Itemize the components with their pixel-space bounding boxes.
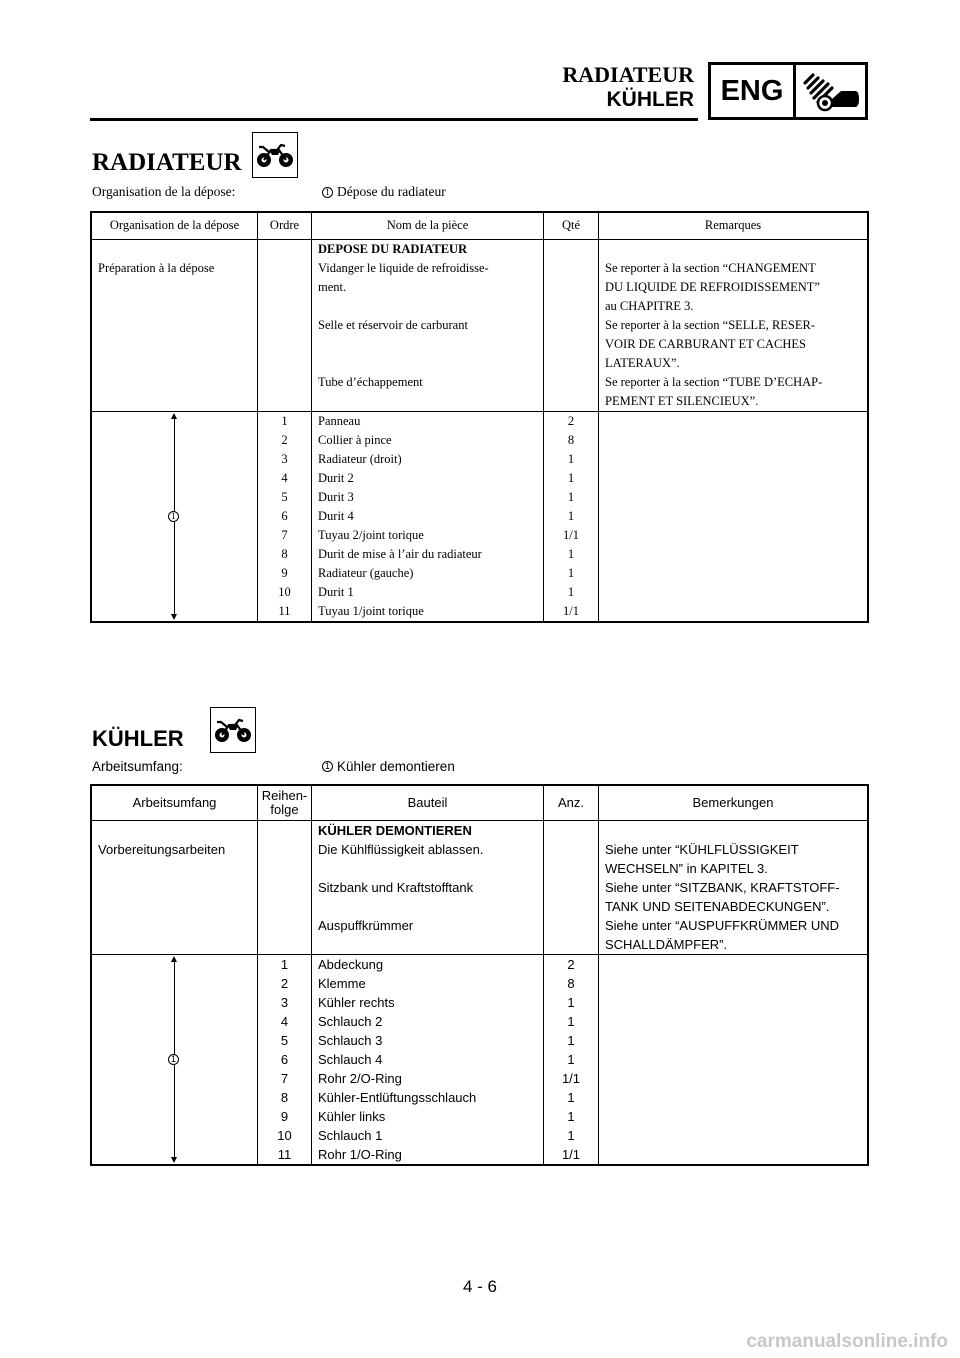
- col-header: Nom de la pièce: [312, 213, 544, 239]
- prep-remark: Se reporter à la section “TUBE D’ECHAP-: [605, 375, 823, 389]
- prep-item: [312, 897, 543, 916]
- name-col: [312, 412, 544, 621]
- section-badge: [708, 62, 868, 120]
- header-title-fr: RADIATEUR: [562, 62, 694, 87]
- prep-block: [92, 240, 867, 412]
- prep-remark: [599, 821, 867, 840]
- org-value-text: Kühler demontieren: [337, 759, 455, 774]
- watermark: carmanualsonline.info: [746, 1331, 948, 1352]
- header-rule: [90, 118, 698, 121]
- parts-block: [92, 955, 867, 1164]
- part-name: Durit 2: [318, 471, 354, 485]
- part-order: 5: [280, 1033, 289, 1048]
- col-header: Anz.: [544, 786, 599, 820]
- part-order: 4: [280, 1014, 289, 1029]
- prep-remark: SCHALLDÄMPFER”.: [605, 937, 728, 952]
- prep-item: [312, 297, 543, 316]
- table-header: [92, 213, 867, 240]
- part-qty: 1/1: [563, 528, 579, 542]
- part-name: Rohr 1/O-Ring: [318, 1147, 402, 1162]
- part-qty: 1: [567, 1052, 575, 1067]
- col-header: Bauteil: [312, 786, 544, 820]
- prep-block: [92, 821, 867, 955]
- part-name: Kühler-Entlüftungsschlauch: [318, 1090, 477, 1105]
- col-header: Organisation de la dépose: [92, 213, 258, 239]
- part-order: 5: [281, 490, 288, 504]
- part-order: 11: [278, 604, 291, 618]
- part-order: 4: [281, 471, 288, 485]
- prep-remark: TANK UND SEITENABDECKUNGEN”.: [605, 899, 830, 914]
- part-qty: 2: [567, 414, 575, 428]
- prep-remark: [599, 240, 867, 259]
- part-qty: 1/1: [561, 1071, 581, 1086]
- prep-remark: Se reporter à la section “SELLE, RESER-: [605, 318, 816, 332]
- part-order: 11: [277, 1147, 292, 1162]
- part-qty: 8: [567, 433, 575, 447]
- part-order: 7: [281, 528, 288, 542]
- removal-range: [92, 412, 258, 621]
- prep-remarks: [599, 240, 867, 411]
- section-title-fr: RADIATEUR: [92, 149, 242, 176]
- removal-table-de: [90, 784, 869, 1166]
- part-order: 2: [281, 433, 288, 447]
- arrow-up-icon: [171, 956, 177, 962]
- prep-item: KÜHLER DEMONTIEREN: [318, 823, 472, 838]
- part-order: 3: [281, 452, 288, 466]
- prep-item: Auspuffkrümmer: [318, 918, 414, 933]
- prep-names: [312, 821, 544, 954]
- part-name: Kühler links: [318, 1109, 386, 1124]
- range-label: 1: [168, 511, 179, 522]
- prep-item: Die Kühlflüssigkeit ablassen.: [318, 842, 484, 857]
- part-name: Durit 1: [318, 585, 354, 599]
- col-header: Arbeitsumfang: [92, 786, 258, 820]
- prep-names: [312, 240, 544, 411]
- part-name: Tuyau 1/joint torique: [318, 604, 424, 618]
- arrow-down-icon: [171, 614, 177, 620]
- prep-item: ment.: [318, 280, 347, 294]
- part-name: Abdeckung: [318, 957, 384, 972]
- part-order: 2: [280, 976, 289, 991]
- org-label-fr: Organisation de la dépose:: [92, 184, 236, 199]
- part-name: Radiateur (gauche): [318, 566, 414, 580]
- part-order: 10: [277, 1128, 292, 1143]
- prep-item: [312, 335, 543, 354]
- part-qty: 1: [567, 490, 575, 504]
- prep-remark: LATERAUX”.: [605, 356, 680, 370]
- col-header: Qté: [544, 213, 599, 239]
- section-title-de: KÜHLER: [92, 726, 184, 751]
- prep-item: Selle et réservoir de carburant: [318, 318, 468, 332]
- part-name: Schlauch 1: [318, 1128, 383, 1143]
- prep-remarks: [599, 821, 867, 954]
- prep-item: [312, 859, 543, 878]
- arrow-down-icon: [171, 1157, 177, 1163]
- part-order: 9: [280, 1109, 289, 1124]
- part-order: 8: [280, 1090, 289, 1105]
- col-header: Ordre: [258, 213, 312, 239]
- prep-item: DEPOSE DU RADIATEUR: [318, 242, 468, 256]
- part-order: 10: [278, 585, 291, 599]
- part-qty: 1: [567, 509, 575, 523]
- part-order: 6: [280, 1052, 289, 1067]
- prep-step-col: [92, 821, 258, 954]
- part-name: Panneau: [318, 414, 361, 428]
- motorcycle-icon: [252, 132, 298, 178]
- part-qty: 1: [567, 1128, 575, 1143]
- part-qty: 1: [567, 1090, 575, 1105]
- qty-col: [544, 412, 599, 621]
- part-order: 3: [280, 995, 289, 1010]
- part-qty: 1/1: [563, 604, 579, 618]
- part-name: Schlauch 2: [318, 1014, 383, 1029]
- part-qty: 1: [567, 471, 575, 485]
- part-qty: 1: [567, 452, 575, 466]
- prep-step: Vorbereitungsarbeiten: [98, 842, 226, 857]
- prep-item: [312, 392, 543, 411]
- col-header: [258, 786, 312, 820]
- page-number: 4 - 6: [462, 1277, 498, 1296]
- prep-remark: Se reporter à la section “CHANGEMENT: [605, 261, 816, 275]
- prep-remark: DU LIQUIDE DE REFROIDISSEMENT”: [605, 280, 820, 294]
- part-name: Collier à pince: [318, 433, 392, 447]
- part-order: 9: [281, 566, 288, 580]
- prep-remark: Siehe unter “KÜHLFLÜSSIGKEIT: [605, 842, 799, 857]
- part-name: Schlauch 3: [318, 1033, 383, 1048]
- part-order: 1: [280, 957, 289, 972]
- prep-step-col: [92, 240, 258, 411]
- part-order: 7: [280, 1071, 289, 1086]
- part-order: 1: [281, 414, 288, 428]
- part-name: Klemme: [318, 976, 366, 991]
- part-qty: 1/1: [561, 1147, 581, 1162]
- part-qty: 1: [567, 995, 575, 1010]
- part-qty: 1: [567, 547, 575, 561]
- part-name: Kühler rechts: [318, 995, 395, 1010]
- engine-coil-icon: [796, 65, 865, 117]
- part-qty: 1: [567, 585, 575, 599]
- prep-item: [312, 935, 543, 954]
- removal-table-fr: [90, 211, 869, 623]
- name-col: [312, 955, 544, 1164]
- part-qty: 8: [567, 976, 575, 991]
- part-name: Schlauch 4: [318, 1052, 383, 1067]
- prep-remark: PEMENT ET SILENCIEUX”.: [605, 394, 759, 408]
- part-qty: 1: [567, 1109, 575, 1124]
- step-number: 1: [322, 187, 333, 198]
- qty-col: [544, 955, 599, 1164]
- org-value-text: Dépose du radiateur: [337, 184, 446, 199]
- step-number: 1: [322, 761, 333, 772]
- part-name: Durit 3: [318, 490, 354, 504]
- prep-remark: Siehe unter “SITZBANK, KRAFTSTOFF-: [605, 880, 840, 895]
- motorcycle-icon: [210, 707, 256, 753]
- org-value-de: [322, 759, 455, 774]
- col-header-line: folge: [270, 802, 299, 817]
- header-title-de: KÜHLER: [606, 88, 694, 111]
- col-header: Remarques: [704, 218, 762, 233]
- part-name: Durit de mise à l’air du radiateur: [318, 547, 482, 561]
- col-header-line: Reihen-: [261, 788, 308, 804]
- prep-remark: VOIR DE CARBURANT ET CACHES: [605, 337, 806, 351]
- badge-label: ENG: [711, 65, 796, 117]
- org-label-de: Arbeitsumfang:: [92, 759, 183, 774]
- part-qty: 1: [567, 566, 575, 580]
- order-col: [258, 955, 312, 1164]
- order-col: [258, 412, 312, 621]
- prep-item: Vidanger le liquide de refroidisse-: [318, 261, 489, 275]
- part-order: 6: [281, 509, 288, 523]
- prep-remark: WECHSELN” in KAPITEL 3.: [605, 861, 768, 876]
- arrow-up-icon: [171, 413, 177, 419]
- prep-item: [312, 354, 543, 373]
- table-header: [92, 786, 867, 821]
- part-name: Rohr 2/O-Ring: [318, 1071, 402, 1086]
- part-name: Tuyau 2/joint torique: [318, 528, 424, 542]
- part-qty: 2: [567, 957, 575, 972]
- prep-item: Sitzbank und Kraftstofftank: [318, 880, 474, 895]
- removal-range: [92, 955, 258, 1164]
- parts-block: [92, 412, 867, 621]
- part-qty: 1: [567, 1033, 575, 1048]
- part-name: Durit 4: [318, 509, 354, 523]
- prep-step: Préparation à la dépose: [98, 261, 215, 275]
- col-header: Bemerkungen: [692, 795, 774, 811]
- range-label: 1: [168, 1054, 179, 1065]
- part-name: Radiateur (droit): [318, 452, 402, 466]
- prep-remark: au CHAPITRE 3.: [605, 299, 694, 313]
- prep-remark: Siehe unter “AUSPUFFKRÜMMER UND: [605, 918, 840, 933]
- part-order: 8: [281, 547, 288, 561]
- prep-item: Tube d’échappement: [318, 375, 423, 389]
- part-qty: 1: [567, 1014, 575, 1029]
- org-value-fr: [322, 184, 446, 200]
